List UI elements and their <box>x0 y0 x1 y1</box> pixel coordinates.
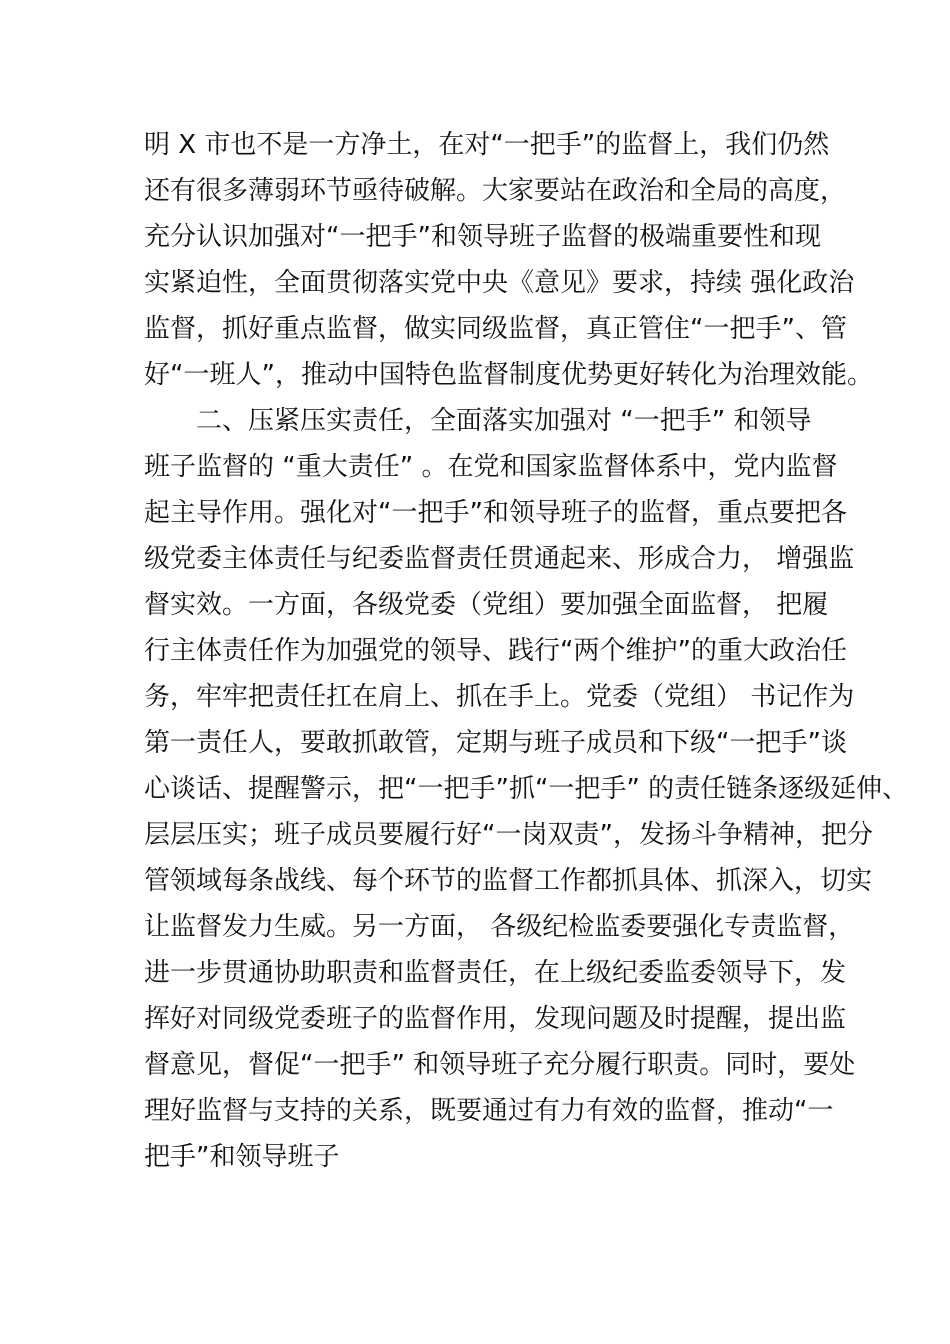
text-line: 把手”和领导班子 <box>144 1142 340 1172</box>
text-line: 督实效。一方面，各级党委（党组）要加强全面监督， 把履 <box>144 590 829 620</box>
text-line: 还有很多薄弱环节亟待破解。大家要站在政治和全局的高度， <box>144 176 847 206</box>
text-line: 起主导作用。强化对“一把手”和领导班子的监督，重点要把各 <box>144 498 847 528</box>
body-text <box>144 122 909 1180</box>
text-line: 让监督发力生威。另一方面， 各级纪检监委要强化专责监督， <box>144 912 855 942</box>
text-line: 心谈话、提醒警示，把“一把手”抓“一把手” 的责任链条逐级延伸、 <box>144 774 909 804</box>
section-heading-line: 二、压紧压实责任，全面落实加强对 “一把手” 和领导 <box>144 406 812 436</box>
text-line: 进一步贯通协助职责和监督责任，在上级纪委监委领导下，发 <box>144 958 847 988</box>
text-line: 管领域每条战线、每个环节的监督工作都抓具体、抓深入，切实 <box>144 866 873 896</box>
text-line: 实紧迫性，全面贯彻落实党中央《意见》要求，持续 强化政治 <box>144 268 855 298</box>
text-line: 第一责任人，要敢抓敢管，定期与班子成员和下级“一把手”谈 <box>144 728 847 758</box>
text-line: 充分认识加强对“一把手”和领导班子监督的极端重要性和现 <box>144 222 821 252</box>
text-line: 监督，抓好重点监督，做实同级监督，真正管住“一把手”、管 <box>144 314 847 344</box>
text-line: 班子监督的 “重大责任” 。在党和国家监督体系中，党内监督 <box>144 452 838 482</box>
text-line: 层层压实；班子成员要履行好“一岗双责”，发扬斗争精神，把分 <box>144 820 873 850</box>
text-line: 督意见，督促“一把手” 和领导班子充分履行职责。同时，要处 <box>144 1050 856 1080</box>
text-line: 级党委主体责任与纪委监督责任贯通起来、形成合力， 增强监 <box>144 544 855 574</box>
text-line: 理好监督与支持的关系，既要通过有力有效的监督，推动“一 <box>144 1096 834 1126</box>
text-line: 好“一班人”，推动中国特色监督制度优势更好转化为治理效能。 <box>144 360 873 390</box>
text-line: 行主体责任作为加强党的领导、践行“两个维护”的重大政治任 <box>144 636 847 666</box>
text-line: 挥好对同级党委班子的监督作用，发现问题及时提醒，提出监 <box>144 1004 847 1034</box>
text-line: 务，牢牢把责任扛在肩上、抓在手上。党委（党组） 书记作为 <box>144 682 855 712</box>
text-line: 明 X 市也不是一方净土，在对“一把手”的监督上，我们仍然 <box>144 130 830 160</box>
